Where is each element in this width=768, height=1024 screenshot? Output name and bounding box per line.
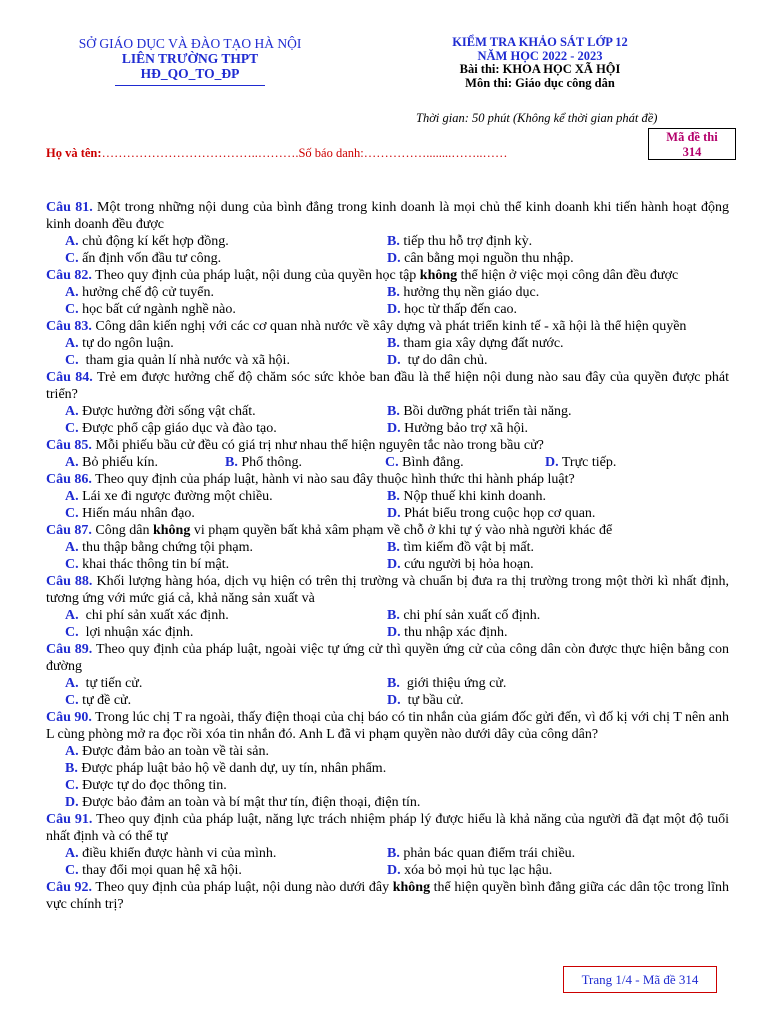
option-letter: D. [387, 353, 401, 368]
option-text: tham gia xây dựng đất nước. [399, 336, 564, 351]
option-text: tự đề cử. [78, 693, 132, 708]
question-text [46, 267, 729, 284]
option-letter: D. [387, 251, 401, 266]
option-letter: B. [225, 455, 238, 470]
option-text: thu thập bằng chứng tội phạm. [78, 540, 254, 555]
option-text: khai thác thông tin bí mật. [78, 557, 230, 572]
question-block [46, 522, 729, 573]
exam-header [400, 36, 680, 90]
answer-options [46, 488, 729, 522]
question-stem-end: thể hiện ở việc mọi công dân đều được [457, 268, 679, 283]
option-letter: B. [387, 608, 400, 623]
answer-options [46, 335, 729, 369]
option-text: Được đảm bảo an toàn về tài sản. [78, 744, 269, 759]
question-keyword: không [152, 523, 191, 538]
option-text: Bình đẳng. [398, 455, 464, 470]
name-dots: ………………………………..………. [101, 146, 299, 160]
question-stem: Theo quy định của pháp luật, năng lực trách nhiệm pháp lý được hiểu là khả năng của người đã đạt một độ tuổi nhất định và có thể tự [46, 812, 729, 844]
answer-option[interactable] [225, 454, 385, 471]
option-letter: A. [65, 608, 79, 623]
answer-option[interactable] [387, 335, 709, 352]
sbd-label: Số báo danh: [298, 146, 364, 160]
answer-option[interactable] [65, 777, 729, 794]
answer-options [46, 675, 729, 709]
answer-option[interactable] [65, 420, 387, 437]
option-text: chi phí sản xuất cố định. [399, 608, 541, 623]
option-text: tìm kiếm đồ vật bị mất. [399, 540, 534, 555]
answer-option[interactable] [387, 862, 709, 879]
answer-option[interactable] [387, 607, 709, 624]
option-letter: C. [65, 506, 79, 521]
question-text [46, 811, 729, 845]
option-letter: C. [65, 863, 79, 878]
option-letter: A. [65, 744, 79, 759]
option-letter: D. [387, 625, 401, 640]
answer-option[interactable] [385, 454, 545, 471]
option-letter: D. [387, 863, 401, 878]
question-stem-end: vi phạm quyền bất khả xâm phạm về chỗ ở khi tự ý vào nhà người khác để [190, 523, 613, 538]
question-number: Câu 88. [46, 574, 93, 589]
question-number: Câu 87. [46, 523, 92, 538]
option-letter: D. [387, 693, 401, 708]
option-text: thu nhập xác định. [400, 625, 508, 640]
school-code: HĐ_QO_TO_ĐP [140, 66, 240, 81]
answer-option[interactable] [65, 556, 387, 573]
question-number: Câu 92. [46, 880, 92, 895]
answer-option[interactable] [65, 488, 387, 505]
school-header [40, 36, 340, 86]
question-stem: Trẻ em được hưởng chế độ chăm sóc sức khỏe ban đầu là thể hiện nội dung nào sau đây của quyền được phát triển? [46, 370, 729, 402]
option-letter: B. [387, 404, 400, 419]
option-text: lợi nhuận xác định. [78, 625, 194, 640]
option-text: học bất cứ ngành nghề nào. [78, 302, 236, 317]
option-text: Hiến máu nhân đạo. [78, 506, 195, 521]
question-block [46, 471, 729, 522]
answer-option[interactable] [387, 403, 709, 420]
question-text [46, 437, 729, 454]
option-letter: D. [387, 557, 401, 572]
answer-option[interactable] [387, 233, 709, 250]
question-block [46, 573, 729, 641]
option-text: chi phí sản xuất xác định. [78, 608, 229, 623]
option-letter: D. [387, 506, 401, 521]
question-text [46, 199, 729, 233]
question-stem: Theo quy định của pháp luật, nội dung của quyền học tập [91, 268, 420, 283]
option-letter: D. [65, 795, 79, 810]
answer-option[interactable] [387, 845, 709, 862]
question-stem-end: thể hiện quyền bình đẳng giữa các dân tộc trong lĩnh vực chính trị? [46, 880, 729, 912]
option-text: phản bác quan điểm trái chiều. [399, 846, 576, 861]
option-letter: C. [65, 625, 79, 640]
option-text: tham gia quản lí nhà nước và xã hội. [78, 353, 290, 368]
option-letter: C. [65, 251, 79, 266]
option-text: Trực tiếp. [558, 455, 617, 470]
exam-title: KIỂM TRA KHẢO SÁT LỚP 12 [452, 35, 628, 49]
answer-options [46, 403, 729, 437]
answer-option[interactable] [65, 454, 225, 471]
name-label: Họ và tên: [46, 146, 102, 160]
option-text: Được bảo đảm an toàn và bí mật thư tín, điện thoại, điện tín. [78, 795, 421, 810]
question-list [46, 199, 729, 913]
answer-option[interactable] [65, 760, 729, 777]
question-block [46, 318, 729, 369]
answer-option[interactable] [545, 454, 705, 471]
question-text [46, 879, 729, 913]
answer-option[interactable] [387, 250, 709, 267]
option-letter: C. [65, 557, 79, 572]
question-stem: Mỗi phiếu bầu cử đều có giá trị như nhau thể hiện nguyên tắc nào trong bầu cử? [91, 438, 544, 453]
option-letter: D. [545, 455, 559, 470]
answer-option[interactable] [65, 845, 387, 862]
option-letter: C. [65, 778, 79, 793]
question-block [46, 641, 729, 709]
question-block [46, 437, 729, 471]
question-block [46, 369, 729, 437]
option-letter: C. [65, 693, 79, 708]
exam-subject-group: Bài thi: KHOA HỌC XÃ HỘI [459, 62, 621, 76]
option-text: Được pháp luật bảo hộ về danh dự, uy tín, nhân phẩm. [77, 761, 387, 776]
answer-option[interactable] [65, 233, 387, 250]
question-keyword: không [419, 268, 458, 283]
option-letter: B. [387, 846, 400, 861]
answer-option[interactable] [65, 624, 387, 641]
option-letter: C. [65, 302, 79, 317]
exam-subject: Môn thi: Giáo dục công dân [465, 75, 615, 90]
question-text [46, 641, 729, 675]
option-text: tự bầu cử. [400, 693, 464, 708]
question-keyword: không [392, 880, 431, 895]
page-footer: Trang 1/4 - Mã đề 314 [563, 966, 717, 993]
question-text [46, 709, 729, 743]
question-number: Câu 84. [46, 370, 93, 385]
option-text: xóa bỏ mọi hủ tục lạc hậu. [400, 863, 553, 878]
exam-code-box [648, 128, 736, 160]
question-number: Câu 91. [46, 812, 93, 827]
option-text: Bồi dưỡng phát triển tài năng. [399, 404, 572, 419]
answer-option[interactable] [65, 607, 387, 624]
option-letter: B. [387, 540, 400, 555]
question-block [46, 879, 729, 913]
answer-option[interactable] [65, 352, 387, 369]
option-text: Được phổ cập giáo dục và đào tạo. [78, 421, 277, 436]
option-text: cứu người bị hỏa hoạn. [400, 557, 534, 572]
question-stem: Công dân [91, 523, 153, 538]
question-text [46, 522, 729, 539]
answer-option[interactable] [65, 335, 387, 352]
question-number: Câu 83. [46, 319, 92, 334]
question-text [46, 573, 729, 607]
answer-option[interactable] [65, 862, 387, 879]
answer-option[interactable] [65, 284, 387, 301]
option-letter: B. [387, 336, 400, 351]
option-letter: B. [387, 676, 400, 691]
option-text: tự tiến cử. [78, 676, 143, 691]
option-letter: C. [385, 455, 399, 470]
answer-option[interactable] [387, 675, 709, 692]
answer-option[interactable] [387, 556, 709, 573]
option-letter: B. [387, 234, 400, 249]
answer-option[interactable] [387, 692, 709, 709]
school-name: LIÊN TRƯỜNG THPT [121, 51, 259, 66]
question-stem: Theo quy định của pháp luật, hành vi nào sau đây thuộc hình thức thi hành pháp luật? [91, 472, 575, 487]
option-text: Phổ thông. [237, 455, 303, 470]
option-text: tiếp thu hỗ trợ định kỳ. [399, 234, 533, 249]
question-number: Câu 86. [46, 472, 92, 487]
answer-option[interactable] [65, 403, 387, 420]
department-name: SỞ GIÁO DỤC VÀ ĐÀO TẠO HÀ NỘI [78, 36, 302, 51]
answer-option[interactable] [65, 250, 387, 267]
option-letter: A. [65, 404, 79, 419]
sbd-dots: ……………........……..…… [363, 146, 508, 160]
answer-option[interactable] [65, 794, 729, 811]
question-text [46, 471, 729, 488]
answer-option[interactable] [65, 675, 387, 692]
option-letter: A. [65, 540, 79, 555]
answer-option[interactable] [387, 488, 709, 505]
exam-code-value: 314 [682, 145, 702, 159]
student-info-line [46, 146, 507, 161]
option-letter: A. [65, 489, 79, 504]
option-text: hưởng thụ nền giáo dục. [399, 285, 540, 300]
option-text: điều khiển được hành vi của mình. [78, 846, 277, 861]
answer-option[interactable] [387, 420, 709, 437]
header-divider [115, 85, 265, 86]
question-stem: Trong lúc chị T ra ngoài, thấy điện thoại của chị báo có tin nhắn của giám đốc gửi đến, vì đố kị với chị T nên anh L cùng phòng mở ra đọc rồi xóa tin nhắn đó. Anh L đã vi phạm quyền nào dưới dây của công dân? [46, 710, 729, 742]
question-block [46, 709, 729, 811]
question-block [46, 267, 729, 318]
question-number: Câu 90. [46, 710, 92, 725]
answer-option[interactable] [65, 505, 387, 522]
option-letter: C. [65, 421, 79, 436]
question-stem: Theo quy định của pháp luật, ngoài việc tự ứng cử thì quyền ứng cử của công dân còn được thực hiện bằng con đường [46, 642, 729, 674]
exam-code-label: Mã đề thi [666, 130, 718, 144]
option-letter: C. [65, 353, 79, 368]
question-stem: Công dân kiến nghị với các cơ quan nhà nước về xây dựng và phát triển kinh tế - xã hội là thể hiện quyền [91, 319, 687, 334]
option-text: học từ thấp đến cao. [400, 302, 518, 317]
answer-options [46, 539, 729, 573]
answer-option[interactable] [387, 352, 709, 369]
answer-option[interactable] [65, 743, 729, 760]
option-text: thay đổi mọi quan hệ xã hội. [78, 863, 242, 878]
answer-options [46, 284, 729, 318]
option-text: tự do ngôn luận. [78, 336, 174, 351]
question-text [46, 318, 729, 335]
question-block [46, 199, 729, 267]
option-letter: A. [65, 336, 79, 351]
question-number: Câu 81. [46, 200, 93, 215]
option-text: Hưởng bảo trợ xã hội. [400, 421, 528, 436]
option-letter: B. [65, 761, 78, 776]
option-text: chủ động kí kết hợp đồng. [78, 234, 229, 249]
question-number: Câu 82. [46, 268, 92, 283]
question-number: Câu 89. [46, 642, 93, 657]
answer-option[interactable] [387, 539, 709, 556]
option-letter: B. [387, 285, 400, 300]
option-text: ấn định vốn đầu tư công. [78, 251, 222, 266]
answer-options [46, 845, 729, 879]
option-letter: B. [387, 489, 400, 504]
question-stem: Một trong những nội dung của bình đẳng trong kinh doanh là mọi chủ thể kinh doanh khi tiến hành hoạt động kinh doanh đều được [46, 200, 729, 232]
option-letter: A. [65, 455, 79, 470]
answer-options [46, 743, 729, 811]
question-stem: Theo quy định của pháp luật, nội dung nào dưới đây [91, 880, 393, 895]
school-year: NĂM HỌC 2022 - 2023 [477, 48, 603, 63]
question-text [46, 369, 729, 403]
option-text: hưởng chế độ cử tuyển. [78, 285, 214, 300]
question-stem: Khối lượng hàng hóa, dịch vụ hiện có trên thị trường và chuẩn bị đưa ra thị trường trong một thời kì nhất định, tương ứng với mức giá cả, khả năng sản xuất và [46, 574, 729, 606]
answer-option[interactable] [387, 284, 709, 301]
answer-option[interactable] [65, 539, 387, 556]
answer-option[interactable] [387, 505, 709, 522]
option-text: Lái xe đi ngược đường một chiều. [78, 489, 273, 504]
option-text: giới thiệu ứng cử. [399, 676, 507, 691]
option-text: tự do dân chủ. [400, 353, 488, 368]
option-letter: A. [65, 234, 79, 249]
question-block [46, 811, 729, 879]
option-text: Được hưởng đời sống vật chất. [78, 404, 256, 419]
option-text: Phát biểu trong cuộc họp cơ quan. [400, 506, 596, 521]
option-text: cân bằng mọi nguồn thu nhập. [400, 251, 574, 266]
answer-option[interactable] [387, 301, 709, 318]
option-letter: A. [65, 285, 79, 300]
answer-options [46, 233, 729, 267]
option-letter: D. [387, 302, 401, 317]
exam-time: Thời gian: 50 phút (Không kể thời gian phát đề) [416, 111, 658, 125]
option-text: Nộp thuế khi kinh doanh. [399, 489, 547, 504]
answer-options [46, 607, 729, 641]
option-letter: A. [65, 846, 79, 861]
option-text: Được tự do đọc thông tin. [78, 778, 227, 793]
answer-options [46, 454, 729, 471]
question-number: Câu 85. [46, 438, 92, 453]
answer-option[interactable] [65, 692, 387, 709]
answer-option[interactable] [387, 624, 709, 641]
option-letter: A. [65, 676, 79, 691]
answer-option[interactable] [65, 301, 387, 318]
option-text: Bỏ phiếu kín. [78, 455, 158, 470]
option-letter: D. [387, 421, 401, 436]
